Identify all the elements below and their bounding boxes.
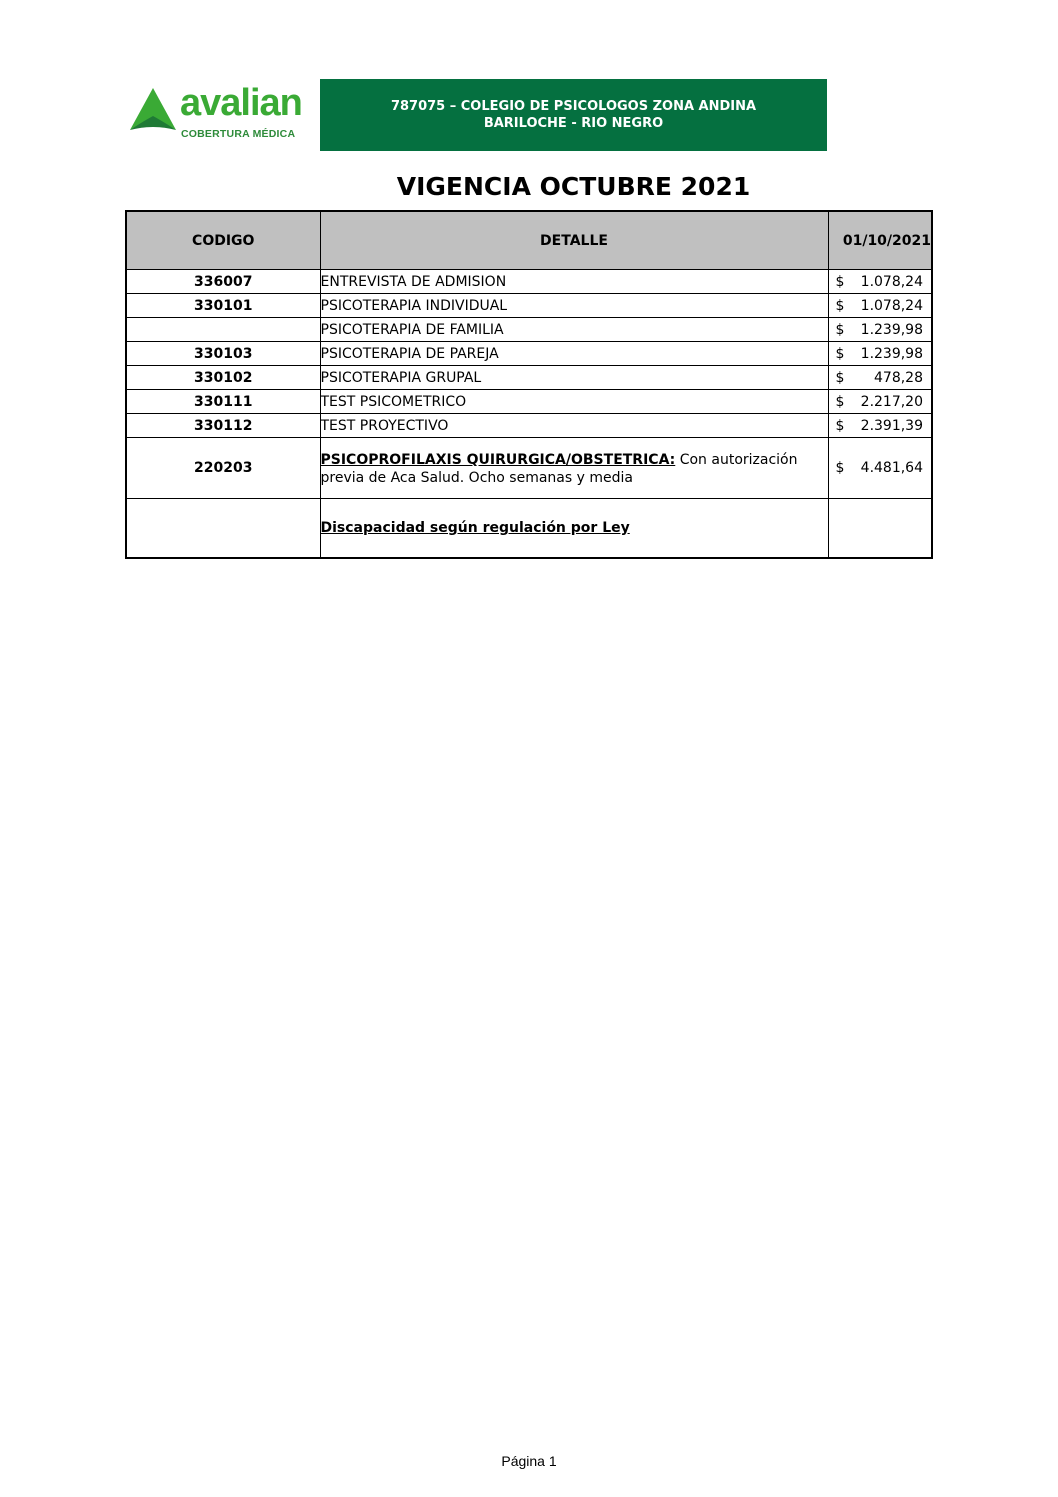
row-amount: 2.217,20 <box>860 393 923 410</box>
row-price <box>828 318 932 342</box>
row-amount: 1.239,98 <box>860 321 923 338</box>
row-code: 220203 <box>126 438 320 499</box>
table-row <box>126 390 932 414</box>
row-price <box>828 342 932 366</box>
row-price <box>828 438 932 499</box>
currency-symbol: $ <box>835 273 845 290</box>
disability-note: Discapacidad según regulación por Ley <box>320 520 630 536</box>
table-row <box>126 270 932 294</box>
row-detail-bold: PSICOPROFILAXIS QUIRURGICA/OBSTETRICA: <box>320 452 676 468</box>
currency-symbol: $ <box>835 369 845 386</box>
table-row <box>126 294 932 318</box>
price-table <box>125 210 933 559</box>
row-amount: 4.481,64 <box>860 460 923 476</box>
row-amount: 1.078,24 <box>860 273 923 290</box>
row-price-empty <box>828 499 932 559</box>
row-price <box>828 414 932 438</box>
row-code: 330102 <box>126 366 320 390</box>
row-code: 336007 <box>126 270 320 294</box>
row-detail: PSICOTERAPIA INDIVIDUAL <box>320 294 828 318</box>
row-detail: TEST PROYECTIVO <box>320 414 828 438</box>
row-price <box>828 366 932 390</box>
row-detail <box>320 499 828 559</box>
row-code: 330103 <box>126 342 320 366</box>
currency-symbol: $ <box>835 297 845 314</box>
page-number: Página 1 <box>501 1453 557 1469</box>
row-detail: PSICOTERAPIA DE PAREJA <box>320 342 828 366</box>
currency-symbol: $ <box>835 460 845 476</box>
row-amount: 2.391,39 <box>860 417 923 434</box>
row-code: 330112 <box>126 414 320 438</box>
row-detail: ENTREVISTA DE ADMISION <box>320 270 828 294</box>
page-title: VIGENCIA OCTUBRE 2021 <box>396 172 751 201</box>
row-price <box>828 270 932 294</box>
table-row-disability <box>126 499 932 559</box>
logo-tagline: COBERTURA MÉDICA <box>181 128 296 140</box>
table-row <box>126 366 932 390</box>
row-amount: 478,28 <box>874 369 923 386</box>
currency-symbol: $ <box>835 417 845 434</box>
row-price <box>828 294 932 318</box>
banner-line-2: BARILOCHE - RIO NEGRO <box>483 116 664 131</box>
header-detail: DETALLE <box>320 211 828 270</box>
header-date: 01/10/2021 <box>828 211 932 270</box>
currency-symbol: $ <box>835 393 845 410</box>
avalian-logo <box>128 82 302 146</box>
row-code <box>126 318 320 342</box>
header-banner <box>320 79 827 151</box>
banner-line-1: 787075 – COLEGIO DE PSICOLOGOS ZONA ANDINA <box>390 99 757 114</box>
row-amount: 1.239,98 <box>860 345 923 362</box>
table-row <box>126 414 932 438</box>
header-code: CODIGO <box>126 211 320 270</box>
currency-symbol: $ <box>835 345 845 362</box>
row-detail: PSICOTERAPIA DE FAMILIA <box>320 318 828 342</box>
row-detail <box>320 438 828 499</box>
logo-brand-name: avalian <box>180 82 302 124</box>
row-code: 330101 <box>126 294 320 318</box>
row-code: 330111 <box>126 390 320 414</box>
row-detail-rest: Con autorización previa de Aca Salud. Ocho semanas y media <box>320 452 798 486</box>
table-row <box>126 318 932 342</box>
row-code-empty <box>126 499 320 559</box>
row-detail: TEST PSICOMETRICO <box>320 390 828 414</box>
currency-symbol: $ <box>835 321 845 338</box>
row-amount: 1.078,24 <box>860 297 923 314</box>
table-header-row <box>126 211 932 270</box>
table-row <box>126 342 932 366</box>
row-price <box>828 390 932 414</box>
row-detail: PSICOTERAPIA GRUPAL <box>320 366 828 390</box>
table-row-special <box>126 438 932 499</box>
triangle-leaf-icon <box>128 86 178 136</box>
